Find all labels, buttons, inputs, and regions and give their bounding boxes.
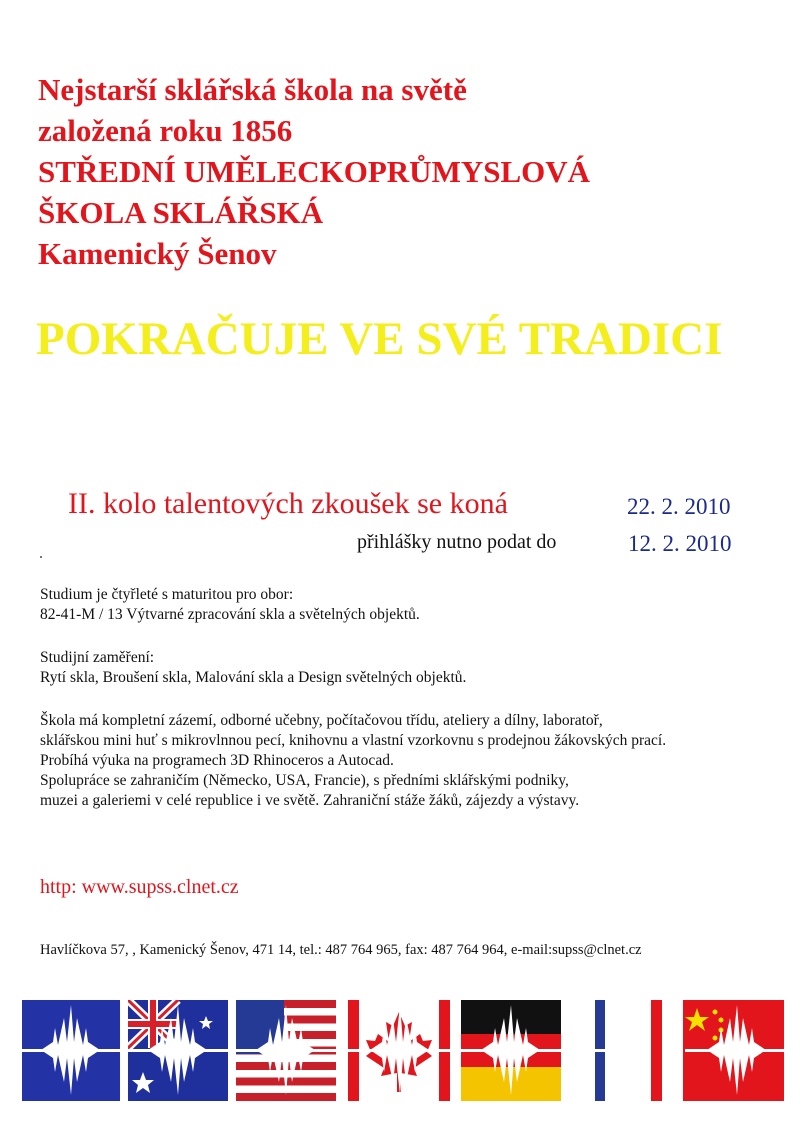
canada-flag-icon <box>348 1000 450 1101</box>
exam-title: II. kolo talentových zkoušek se koná <box>68 487 508 520</box>
china-flag-icon <box>651 1000 784 1101</box>
school-name-line-1: STŘEDNÍ UMĚLECKOPRŮMYSLOVÁ <box>38 154 591 189</box>
header-line-2: založená roku 1856 <box>38 113 293 148</box>
facilities-line: Probíhá výuka na programech 3D Rhinoceros a Autocad. <box>40 752 394 769</box>
facilities-line: muzei a galeriemi v celé republice i ve světě. Zahraniční stáže žáků, zájezdy a výstavy. <box>40 792 580 809</box>
focus-list: Rytí skla, Broušení skla, Malování skla a Design světelných objektů. <box>40 669 467 686</box>
school-name-line-2: ŠKOLA SKLÁŘSKÁ <box>38 195 324 230</box>
usa-flag-icon <box>236 1000 336 1101</box>
application-date: 12. 2. 2010 <box>628 531 732 556</box>
facilities-line: sklářskou mini huť s mikrovlnnou pecí, knihovnu a vlastní vzorkovnu s prodejnou žákovských prací. <box>40 732 667 749</box>
website-link[interactable]: http: www.supss.clnet.cz <box>40 876 239 898</box>
study-program: 82-41-M / 13 Výtvarné zpracování skla a světelných objektů. <box>40 606 420 623</box>
study-intro: Studium je čtyřleté s maturitou pro obor: <box>40 586 294 603</box>
facilities-line: Škola má kompletní zázemí, odborné učebny, počítačovou třídu, ateliery a dílny, laboratoř, <box>40 712 603 729</box>
header-line-1: Nejstarší sklářská škola na světě <box>38 72 467 107</box>
eu-flag-icon <box>22 1000 120 1101</box>
australia-flag-icon <box>128 1000 228 1101</box>
focus-label: Studijní zaměření: <box>40 649 155 666</box>
tagline: POKRAČUJE VE SVÉ TRADICI <box>36 313 723 365</box>
germany-flag-icon <box>461 1000 561 1101</box>
exam-date: 22. 2. 2010 <box>627 494 731 519</box>
stray-dot <box>40 556 42 558</box>
school-location: Kamenický Šenov <box>38 236 277 271</box>
application-label: přihlášky nutno podat do <box>357 531 557 553</box>
contact-address: Havlíčkova 57, , Kamenický Šenov, 471 14, tel.: 487 764 965, fax: 487 764 964, e-mail:supss@clnet.cz <box>40 942 642 958</box>
facilities-line: Spolupráce se zahraničím (Německo, USA, Francie), s předními sklářskými podniky, <box>40 772 569 789</box>
france-flag-icon <box>573 1000 625 1101</box>
